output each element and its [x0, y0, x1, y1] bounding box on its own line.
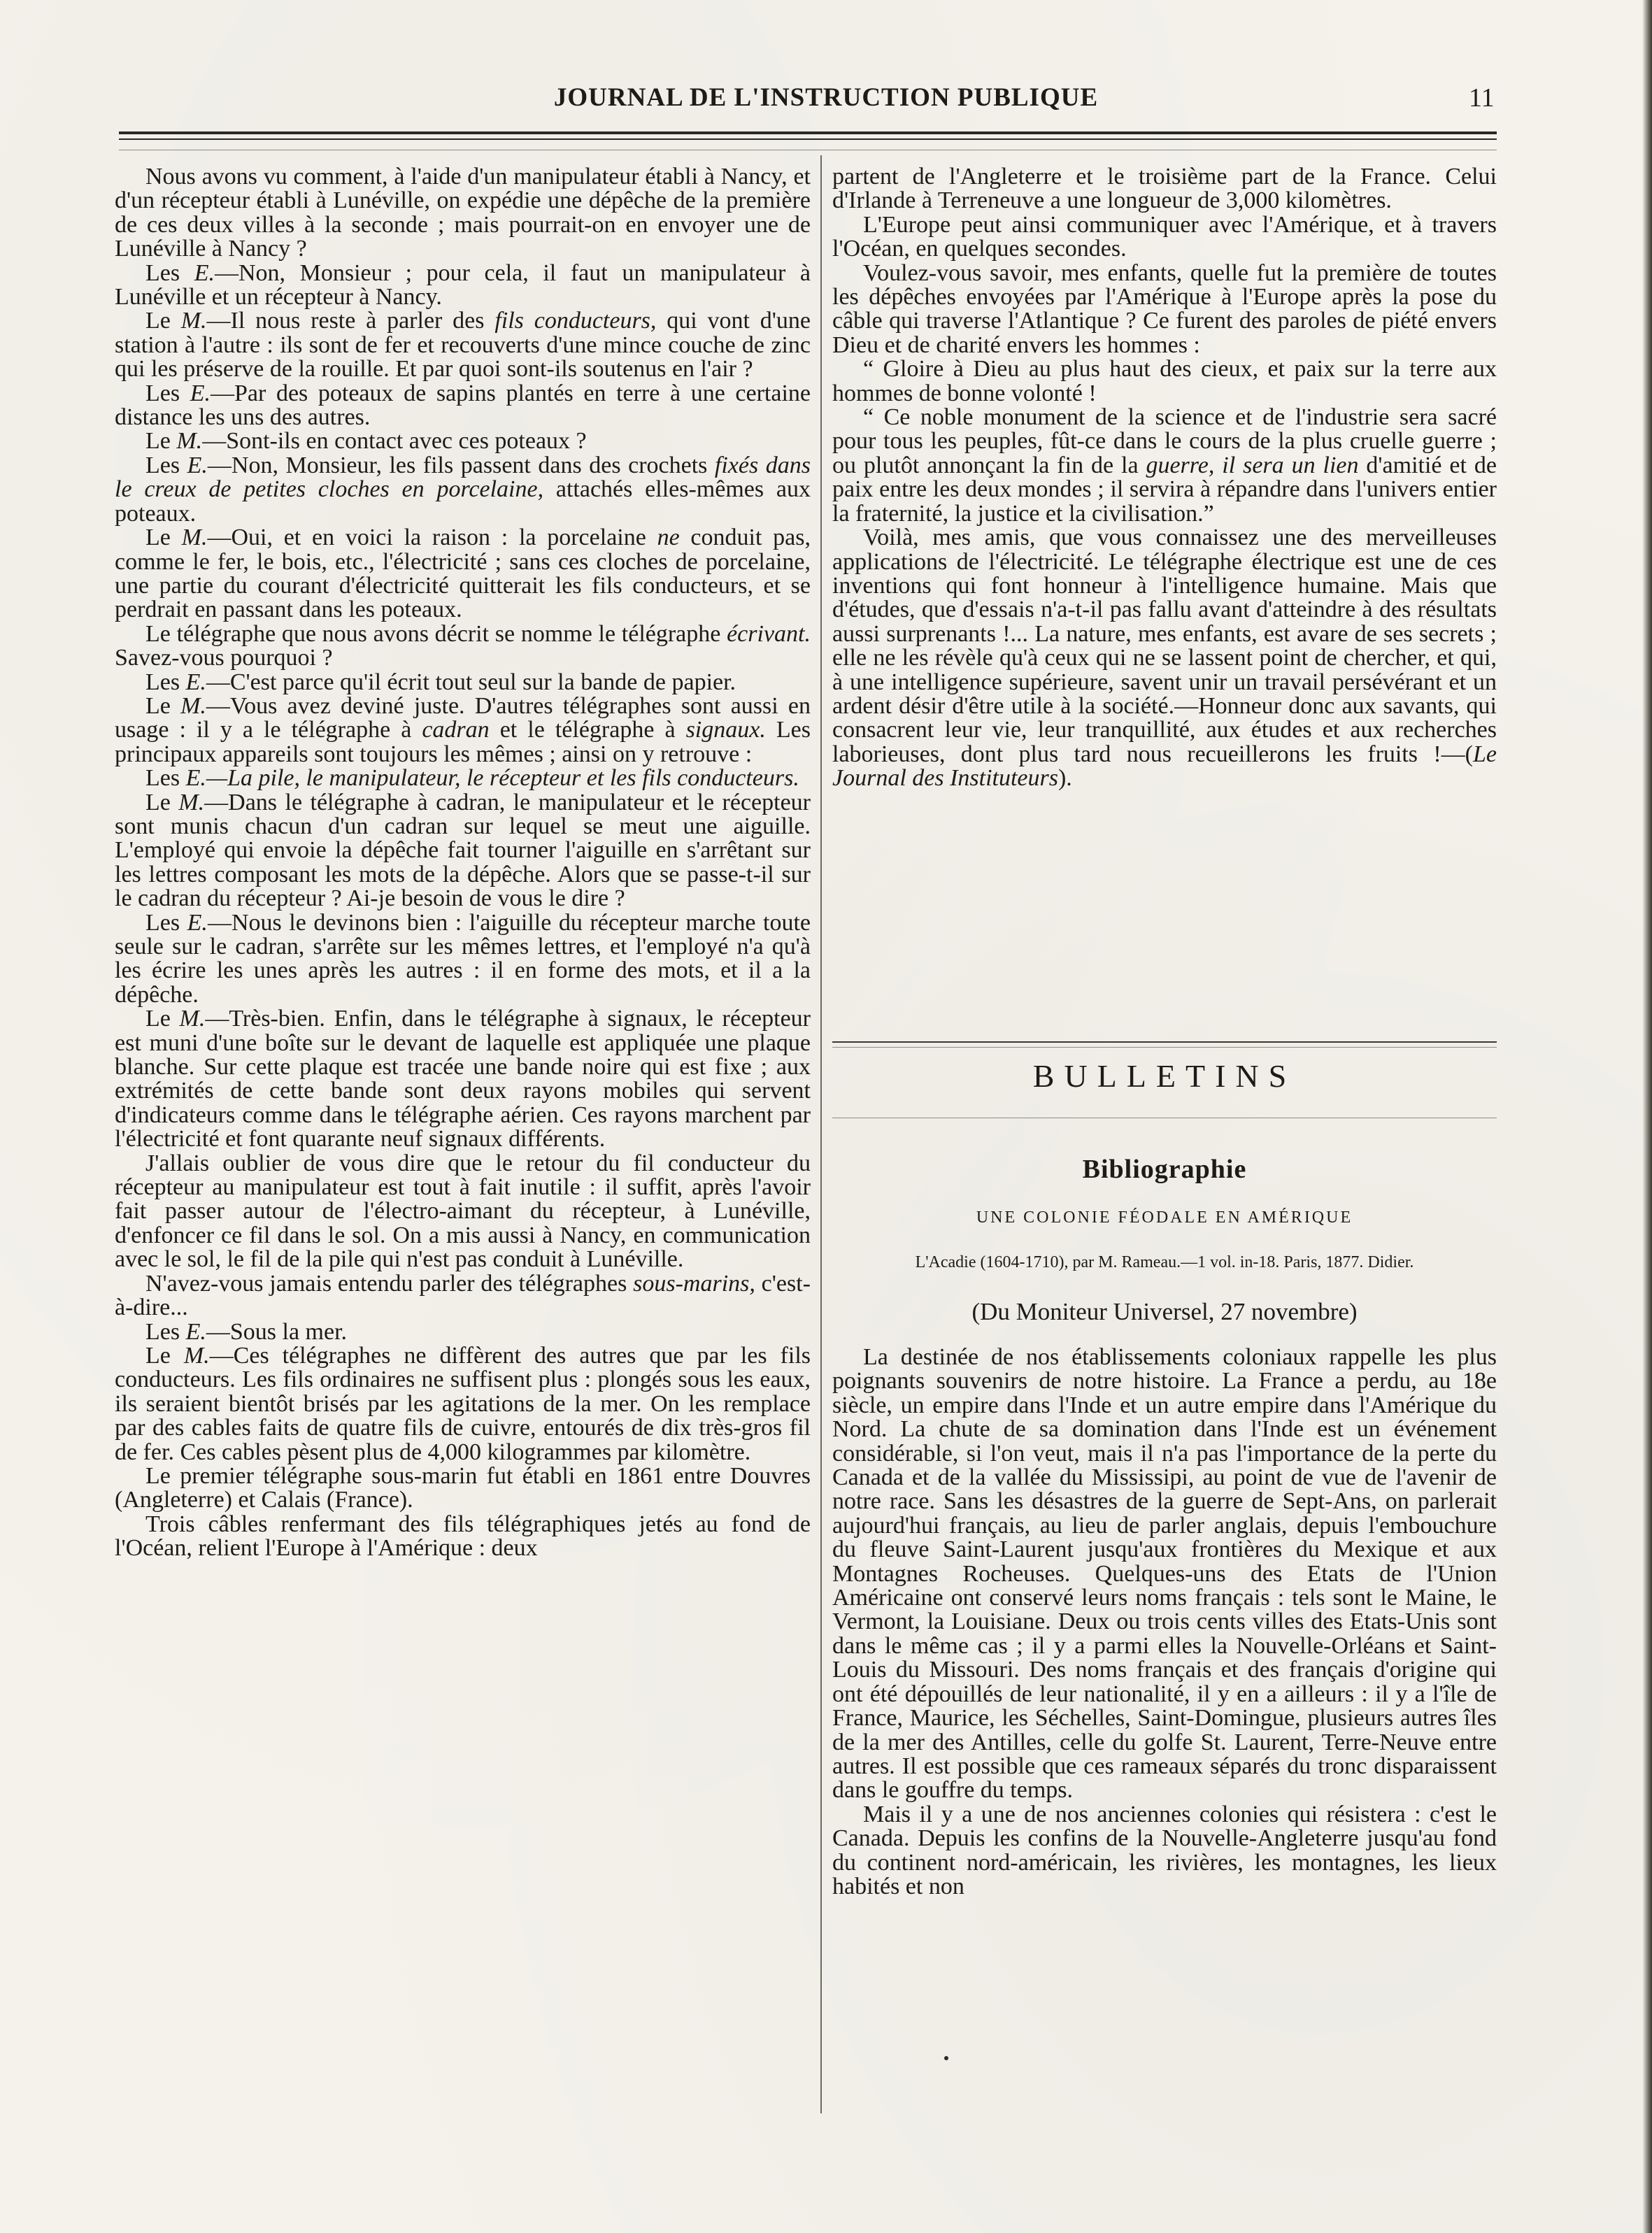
- text-run: attachés elles-mêmes aux poteaux.: [115, 476, 811, 527]
- paragraph: [115, 671, 811, 694]
- text-run: et le télégraphe à: [489, 717, 686, 743]
- italic-text: E.: [185, 1318, 206, 1345]
- paragraph: [832, 406, 1497, 526]
- italic-text: fixés dans le creux de petites cloches en porcelaine,: [115, 452, 811, 503]
- italic-text: écrivant.: [727, 620, 811, 647]
- paragraph: [832, 526, 1497, 790]
- paragraph: [115, 309, 811, 381]
- paragraph: [115, 1344, 811, 1464]
- text-run: Les: [145, 1318, 186, 1345]
- paragraph: [115, 1007, 811, 1151]
- italic-text: E.: [185, 669, 206, 695]
- text-run: c'est-à-dire...: [115, 1270, 811, 1321]
- header-rule-thick: [119, 131, 1497, 134]
- italic-text: E.—La pile, le manipulateur, le récepteur et les fils conducteurs.: [185, 765, 799, 792]
- italic-text: M.: [180, 692, 206, 719]
- text-run: Le: [145, 1342, 184, 1369]
- header-rule-double: [119, 138, 1497, 140]
- page-header-title: JOURNAL DE L'INSTRUCTION PUBLIQUE: [553, 83, 1099, 112]
- paragraph: [115, 1320, 811, 1344]
- article-source-line: (Du Moniteur Universel, 27 novembre): [971, 1298, 1358, 1325]
- text-run: partent de l'Angleterre et le troisième part de la France. Celui d'Irlande à Terreneuve a une longueur de 3,000 kilomètres.: [832, 164, 1497, 214]
- text-run: Les: [145, 909, 187, 936]
- italic-text: M.: [181, 525, 208, 551]
- italic-text: ne: [657, 525, 680, 551]
- text-run: —Il nous reste à parler des: [206, 308, 495, 334]
- text-run: ).: [1058, 765, 1072, 792]
- text-run: Le: [145, 789, 179, 815]
- text-run: Le: [145, 692, 181, 719]
- article-subheading: UNE COLONIE FÉODALE EN AMÉRIQUE: [976, 1208, 1353, 1227]
- paragraph: [115, 1513, 811, 1561]
- paragraph: [832, 357, 1497, 406]
- text-run: Voilà, mes amis, que vous connaissez une des merveilleuses applications de l'électricité. Le télégraphe électrique est une de ces inventions qui font honneur à l'intelligence humaine. Mais que d'études, que d'essais n'a-t-il pas fallu avant d'atteindre à des résultats aussi surprenants !... La nature, mes enfants, est avare de ses secrets ; elle ne les révèle qu'à ceux qui ne se lassent point de chercher, et qui, à une intelligence supérieure, savent unir un travail persévérant et un ardent désir d'être utile à la société.—Honneur donc aux savants, qui consacrent leur vie, leur tranquillité, aux études et aux recherches laborieuses, dont plus tard nous recueillerons les fruits !—(: [832, 525, 1497, 767]
- section-heading-bibliographie: Bibliographie: [1082, 1155, 1247, 1184]
- text-run: J'allais oublier de vous dire que le retour du fil conducteur du récepteur au manipulateur est tout à fait inutile : il suffit, après l'avoir fait passer autour de l'électro-aimant du récepteur, à Lunéville, d'enfoncer ce fil dans le sol. On a mis aussi à Nancy, en communication avec le sol, le fil de la pile qui n'est pas conduit à Lunéville.: [115, 1150, 811, 1273]
- text-run: —Très-bien. Enfin, dans le télégraphe à signaux, le récepteur est muni d'une boîte sur le devant de laquelle est appliquée une plaque blanche. Sur cette plaque est tracée une bande noire qui est fixe ; aux extrémités de cette bande sont deux rayons mobiles qui servent d'indicateurs comme dans le télégraphe aérien. Ces rayons marchent par l'électricité et font quarante neuf signaux différents.: [115, 1006, 811, 1153]
- text-run: —Nous le devinons bien : l'aiguille du récepteur marche toute seule sur le cadran, s'arrête sur les mêmes lettres, et l'employé n'a qu'à les écrire les unes après les autres : il en forme des mots, et il a la dépêche.: [115, 909, 811, 1008]
- italic-text: E.: [190, 380, 211, 406]
- paragraph: [115, 454, 811, 526]
- italic-text: M.: [178, 789, 205, 815]
- paragraph: [115, 259, 811, 311]
- italic-text: sous-marins,: [633, 1270, 755, 1297]
- text-run: —Oui, et en voici la raison : la porcelaine: [207, 525, 657, 551]
- italic-text: E.: [194, 259, 215, 286]
- page-number: 11: [1469, 83, 1495, 113]
- text-run: Savez-vous pourquoi ?: [115, 645, 333, 671]
- text-run: Les: [145, 669, 186, 695]
- text-run: Le télégraphe que nous avons décrit se nomme le télégraphe: [145, 620, 727, 647]
- text-run: Le: [145, 525, 182, 551]
- text-run: Voulez-vous savoir, mes enfants, quelle fut la première de toutes les dépêches envoyées par l'Amérique à l'Europe après la pose du câble qui traverse l'Atlantique ? Ce furent des paroles de piété envers Dieu et de charité envers les hommes :: [832, 259, 1497, 358]
- italic-text: Le Journal des Instituteurs: [832, 741, 1497, 792]
- paragraph: [115, 429, 811, 453]
- paragraph: [115, 526, 811, 622]
- text-run: “ Gloire à Dieu au plus haut des cieux, et paix sur la terre aux hommes de bonne volonté !: [832, 356, 1497, 406]
- right-column-top: [832, 165, 1497, 791]
- paragraph: [115, 622, 811, 671]
- column-divider: [820, 155, 822, 2113]
- text-run: —Vous avez deviné juste. D'autres télégraphes sont aussi en usage : il y a le télégraphe à: [115, 692, 811, 743]
- text-run: N'avez-vous jamais entendu parler des télégraphes: [145, 1270, 634, 1297]
- text-run: Les principaux appareils sont toujours les mêmes ; ainsi on y retrouve :: [115, 717, 811, 767]
- italic-text: fils conducteurs,: [494, 308, 657, 334]
- bulletins-rule-top: [832, 1041, 1497, 1043]
- left-column: [115, 165, 811, 1561]
- paragraph: [832, 165, 1497, 213]
- bulletins-title: BULLETINS: [1032, 1058, 1297, 1094]
- paragraph: [115, 1464, 811, 1513]
- page-edge-shadow: [1642, 0, 1652, 2233]
- paragraph: [115, 766, 811, 790]
- text-run: —Ces télégraphes ne diffèrent des autres que par les fils conducteurs. Les fils ordinaires ne suffisent plus : plongés sous les eaux, ils seraient bientôt brisés par les agitations de la mer. On les remplace par des cables faits de quatre fils de cuivre, entourés de dix très-gros fil de fer. Ces cables pèsent plus de 4,000 kilogrammes par kilomètre.: [115, 1342, 811, 1465]
- text-run: Mais il y a une de nos anciennes colonies qui résistera : c'est le Canada. Depuis les confins de la Nouvelle-Angleterre jusqu'au fond du continent nord-américain, les rivières, les montagnes, les lieux habités et non: [832, 1801, 1497, 1899]
- text-run: Les: [145, 765, 186, 792]
- text-run: conduit pas, comme le fer, le bois, etc., l'électricité ; sans ces cloches de porcelaine, une partie du courant d'électricité quitterait les fils conducteurs, et se perdrait en passant dans les poteaux.: [115, 525, 811, 623]
- bulletins-rule-thin: [832, 1047, 1497, 1048]
- paragraph: [115, 1272, 811, 1320]
- text-run: Nous avons vu comment, à l'aide d'un manipulateur établi à Nancy, et d'un récepteur établi à Lunéville, on expédie une dépêche de la première de ces deux villes à la seconde ; mais pourrait-on en envoyer une de Lunéville à Nancy ?: [115, 164, 811, 262]
- text-run: —Non, Monsieur ; pour cela, il faut un manipulateur à Lunéville et un récepteur à Nancy.: [115, 259, 811, 311]
- text-run: Les: [145, 259, 194, 286]
- text-run: Les: [145, 380, 190, 406]
- paragraph: [115, 1152, 811, 1272]
- text-run: Le: [145, 1006, 180, 1032]
- ink-dot: [944, 2056, 948, 2060]
- italic-text: M.: [179, 1006, 206, 1032]
- paragraph: [115, 694, 811, 766]
- paragraph: [832, 213, 1497, 262]
- paragraph: [832, 259, 1497, 358]
- paragraph: [832, 1803, 1497, 1899]
- paragraph: [115, 382, 811, 430]
- paragraph: [115, 911, 811, 1008]
- text-run: Le: [145, 308, 181, 334]
- text-run: “ Ce noble monument de la science et de l'industrie sera sacré pour tous les peuples, fût-ce dans le cours de la plus cruelle guerre ; ou plutôt annonçant la fin de la: [832, 404, 1497, 478]
- text-run: —C'est parce qu'il écrit tout seul sur la bande de papier.: [206, 669, 736, 695]
- book-citation: L'Acadie (1604-1710), par M. Rameau.—1 vol. in-18. Paris, 1877. Didier.: [915, 1253, 1414, 1271]
- text-run: Les: [145, 452, 187, 478]
- italic-text: M.: [180, 308, 207, 334]
- right-column-bottom: [832, 1346, 1497, 1899]
- paragraph: [115, 165, 811, 262]
- italic-text: M.: [183, 1342, 210, 1369]
- text-run: —Par des poteaux de sapins plantés en terre à une certaine distance les uns des autres.: [115, 380, 811, 431]
- text-run: —Sont-ils en contact avec ces poteaux ?: [202, 428, 587, 455]
- text-run: Trois câbles renfermant des fils télégraphiques jetés au fond de l'Océan, relient l'Europe à l'Amérique : deux: [115, 1511, 811, 1562]
- italic-text: E.: [187, 909, 208, 936]
- italic-text: M.: [176, 428, 203, 455]
- text-run: qui vont d'une station à l'autre : ils sont de fer et recouverts d'une mince couche de zinc qui les préserve de la rouille. Et par quoi sont-ils soutenus en l'air ?: [115, 308, 811, 383]
- italic-text: cadran: [422, 717, 490, 743]
- italic-text: E.: [187, 452, 208, 478]
- text-run: d'amitié et de paix entre les deux mondes ; il servira à répandre dans l'univers entier la fraternité, la justice et la civilisation.”: [832, 452, 1497, 527]
- text-run: L'Europe peut ainsi communiquer avec l'Amérique, et à travers l'Océan, en quelques secondes.: [832, 211, 1497, 262]
- paragraph: [832, 1346, 1497, 1803]
- text-run: Le premier télégraphe sous-marin fut établi en 1861 entre Douvres (Angleterre) et Calais (France).: [115, 1462, 811, 1513]
- paragraph: [115, 791, 811, 911]
- text-run: —Non, Monsieur, les fils passent dans des crochets: [207, 452, 715, 478]
- text-run: Le: [145, 428, 177, 455]
- text-run: —Sous la mer.: [206, 1318, 348, 1345]
- italic-text: guerre, il sera un lien: [1146, 452, 1359, 478]
- text-run: —Dans le télégraphe à cadran, le manipulateur et le récepteur sont munis chacun d'un cadran sur lequel se meut une aiguille. L'employé qui envoie la dépêche fait tourner l'aiguille en s'arrêtant sur les lettres composant les mots de la dépêche. Alors que se passe-t-il sur le cadran du récepteur ? Ai-je besoin de vous le dire ?: [115, 789, 811, 912]
- text-run: La destinée de nos établissements coloniaux rappelle les plus poignants souvenirs de notre histoire. La France a perdu, au 18e siècle, un empire dans l'Inde et un autre empire dans l'Amérique du Nord. La chute de sa domination dans l'Inde est un événement considérable, si l'on veut, mais il n'a pas l'importance de la perte du Canada et de la vallée du Mississipi, au point de vue de l'avenir de notre race. Sans les désastres de la guerre de Sept-Ans, on parlerait aujourd'hui français, au lieu de parler anglais, depuis l'embouchure du fleuve Saint-Laurent jusqu'aux frontières du Mexique et aux Montagnes Rocheuses. Quelques-uns des Etats de l'Union Américaine ont conservé leurs noms français : tels sont le Maine, le Vermont, la Louisiane. Deux ou trois cents villes des Etats-Unis sont dans le même cas ; il y a parmi elles la Nouvelle-Orléans et Saint-Louis du Missouri. Des noms français et des français d'origine qui ont été dépouillés de leur nationalité, il y en a ailleurs : il y a l'île de France, Maurice, les Séchelles, Saint-Domingue, plusieurs autres îles de la mer des Antilles, celle du golfe St. Laurent, Terre-Neuve entre autres. Il est possible que ces rameaux séparés du tronc disparaissent dans le gouffre du temps.: [832, 1344, 1497, 1804]
- italic-text: signaux.: [685, 717, 766, 743]
